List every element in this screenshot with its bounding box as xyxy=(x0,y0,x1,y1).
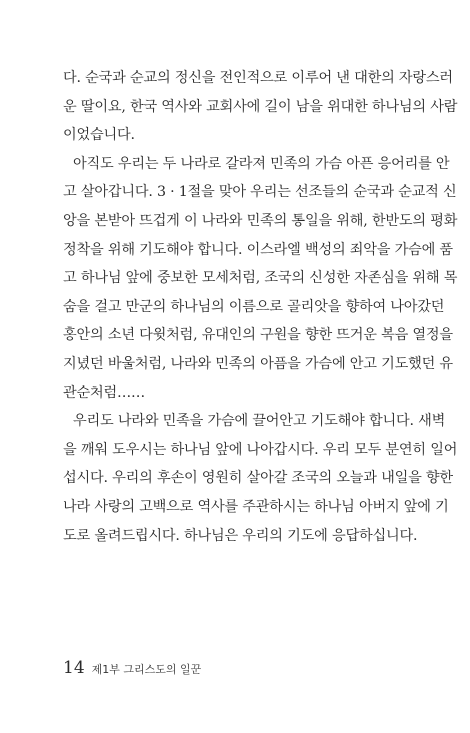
text-line: 숨을 걸고 만군의 하나님의 이름으로 골리앗을 향하여 나아갔던 xyxy=(63,298,445,315)
text-line: 섭시다. 우리의 후손이 영원히 살아갈 조국의 오늘과 내일을 향한 xyxy=(63,470,453,487)
page-footer xyxy=(63,658,201,678)
running-title: 제1부 그리스도의 일꾼 xyxy=(91,663,202,676)
paragraph-start-line: 아직도 우리는 두 나라로 갈라져 민족의 가슴 아픈 응어리를 안 xyxy=(73,155,450,172)
page-body-text xyxy=(63,64,458,550)
text-line: 지녔던 바울처럼, 나라와 민족의 아픔을 가슴에 안고 기도했던 유 xyxy=(63,355,453,372)
text-line: 나라 사랑의 고백으로 역사를 주관하시는 하나님 아버지 앞에 기 xyxy=(63,498,449,515)
text-line: 다. 순국과 순교의 정신을 전인적으로 이루어 낸 대한의 자랑스러 xyxy=(63,70,453,86)
text-line: 운 딸이요, 한국 역사와 교회사에 길이 남을 위대한 하나님의 사람 xyxy=(63,98,458,115)
text-line: 홍안의 소년 다윗처럼, 유대인의 구원을 향한 뜨거운 복음 열정을 xyxy=(63,327,453,344)
text-line: 이었습니다. xyxy=(63,127,135,144)
text-line: 고 살아갑니다. 3 · 1절을 맞아 우리는 선조들의 순국과 순교적 신 xyxy=(63,184,457,201)
text-line: 도로 올려드립시다. 하나님은 우리의 기도에 응답하십니다. xyxy=(63,527,418,544)
text-line: 고 하나님 앞에 중보한 모세처럼, 조국의 신성한 자존심을 위해 목 xyxy=(63,270,458,287)
text-line: 앙을 본받아 뜨겁게 이 나라와 민족의 통일을 위해, 한반도의 평화 xyxy=(63,212,458,229)
page-number: 14 xyxy=(63,658,85,678)
text-line: 을 깨워 도우시는 하나님 앞에 나아갑시다. 우리 모두 분연히 일어 xyxy=(63,441,458,458)
text-line: 정착을 위해 기도해야 합니다. 이스라엘 백성의 죄악을 가슴에 품 xyxy=(63,241,453,258)
paragraph-start-line: 우리도 나라와 민족을 가슴에 끌어안고 기도해야 합니다. 새벽 xyxy=(73,413,446,430)
text-line: 관순처럼…… xyxy=(63,384,145,401)
